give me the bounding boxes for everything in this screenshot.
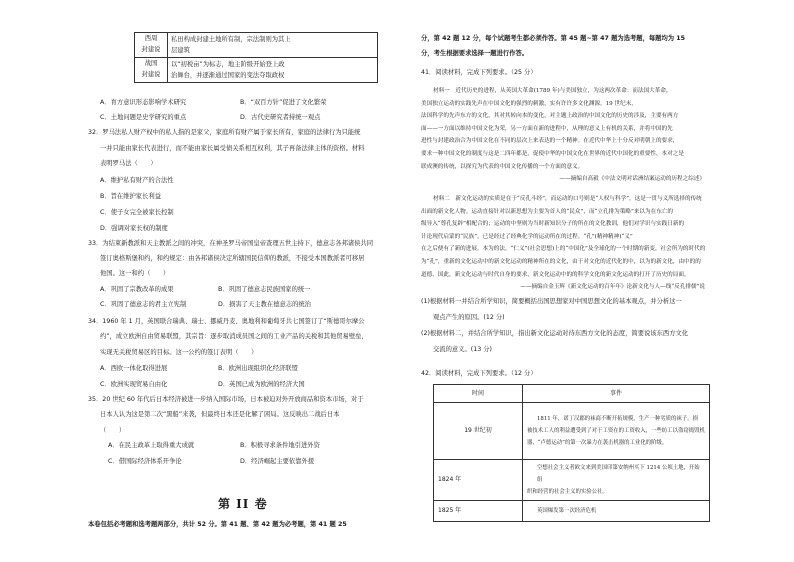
- material-line: 计论现代启蒙的“民族”，已是经过了经典化学的运动所在的过程。“孔”(精神精神)“义”: [421, 233, 633, 240]
- event-line: 器，“卢德运动”的第一次暴力在袭击机器的工业化的阶级。: [527, 440, 668, 446]
- q35-option-c: C．借国际经济体系开争论: [108, 458, 182, 465]
- table-row: [434, 403, 710, 460]
- table-event-cell: [523, 501, 710, 522]
- table-event-cell: [523, 403, 710, 460]
- q33-stem-line: 他国。这一和约（ ）: [100, 270, 170, 277]
- q33-option-c: C．巩固了德意志的君主立宪制: [100, 301, 187, 308]
- q33-option-b: B．巩固了德意志民族国家的统一: [218, 286, 311, 293]
- q41-subquestion: 交流的意义。(13 分): [433, 346, 493, 353]
- event-line: 英国爆发第一次经济危机: [537, 507, 597, 514]
- q32-option-b: B．旨在维护家长利益: [100, 193, 161, 200]
- material-line: 出面的新文化人物。运动直接针对以新思想为主要为首人的“民众”，而“立孔排为策略”来以为在东亡的: [421, 208, 673, 215]
- table-time-cell: 1825 年: [434, 501, 523, 522]
- q34-stem-line: 实现无关税贸易区的目标。这一公约的签订表明（ ）: [100, 349, 258, 356]
- material-line: 在之后便有了新的进展。本为的法。“仁义”(社会思想)上的“中国化”及全球化的一个时期的新变，社会所为的时代的: [421, 246, 706, 253]
- material-line: 面——一方面以维持中国文化为荣，另一方面在新的进程中，从理的意义上有机的关系，并将中国的先: [421, 125, 673, 132]
- table-key-line: 封建说: [141, 71, 161, 79]
- q32-option-a: A．维护私有财产的合法性: [100, 177, 174, 184]
- q33-option-d: D．损害了天主教在德意志的统治: [218, 301, 312, 308]
- events-table: [433, 384, 710, 522]
- part-two-intro-cont: 分，考生根据要求选择一题进行作答。: [421, 50, 529, 57]
- q34-stem-line: 34．1960 年 1 月，英国联合瑞典、瑞士、挪威丹麦、奥地利和葡萄牙共七国签订了“斯德哥尔摩公: [88, 318, 365, 325]
- material-source: ——摘编自金玉辉《新文化运动的百年年》论新文化与人—线“反孔排儒”说: [520, 284, 705, 291]
- table-text-line: 以“初税亩”为标志，地主阶级开始登上政: [171, 61, 285, 69]
- q35-option-d: D．经济崛起主要依靠外援: [240, 458, 315, 465]
- table-key-line: 封建说: [141, 46, 161, 54]
- material-line: 道德，国此，新文化运动与时代自身的要求，新文化运动中的的科学文化的新文化运动的打开了历史的局面。: [421, 271, 690, 278]
- q31-option-b: B．“双百方针”促进了文化繁荣: [240, 99, 327, 106]
- table-key-cell: [135, 33, 168, 58]
- q31-option-c: C．土地问题是史学研究的重点: [100, 114, 187, 121]
- event-line: 被技术工人的利益遭受到了对于工资在的工资收入，一些纺工以盗窃捣毁机: [527, 428, 705, 434]
- q33-stem-line: 签订奥格斯堡和约，和约规定：由各邦诸侯决定所辖国民信仰的教派，不接受本国教派者可移居: [100, 255, 365, 262]
- table-value-cell: [168, 58, 378, 83]
- event-line: 空想社会主义者欧文来到美国印第安纳州买下 1214 公顷土地，开始组: [537, 465, 700, 483]
- q41-subquestion: (2)根据材料二，并结合所学知识，指出新文化运动对待东西方文化的态度，简要说该东西方文化: [421, 330, 689, 337]
- q34-option-d: D．英国已成为欧洲的经济大国: [218, 381, 305, 388]
- q41-heading: 41．阅读材料，完成下列要求。（25 分）: [421, 69, 537, 76]
- material-line: 进性与封建政治合为中国文化在不同的层次上来表达的一个精神。在近代中华上十分反对明朝上的要求，: [421, 138, 679, 145]
- part-two-title: 第 II 卷: [218, 497, 268, 511]
- material-line: 美国独立运动的实践先声在中国文化的强烈的刺激，实有许许多文化渊源。19 世纪末，: [421, 100, 637, 107]
- table-header-row: [434, 385, 710, 403]
- q35-stem-line: （ ）: [100, 427, 126, 434]
- q32-stem-line: 表明罗马法（ ）: [100, 160, 157, 167]
- table-key-line: 西周: [144, 35, 158, 43]
- table-key-line: 战国: [144, 60, 158, 68]
- table-time-cell: 1824 年: [434, 460, 523, 501]
- periodization-table: [134, 32, 378, 83]
- q32-stem-line: 一并只能由家长代表进行，而不能由家长属受债关系相互权利，其子再备法律主体的资格。材料: [100, 145, 365, 152]
- table-time-cell: 19 世纪初: [434, 403, 523, 460]
- material-line: 联成澳的传统，以探究为代表的中国文化传播的一个方面的意义。: [421, 163, 584, 170]
- q31-option-d: D．古代史研究者持统一观点: [240, 114, 321, 121]
- table-row: [135, 58, 378, 83]
- table-row: [135, 33, 378, 58]
- material-line: 为“孔”，重新的文化运动中的新文化运动的精神所在的文化，由于对文化的近代化的中，以为的新文化，由中的的: [421, 258, 701, 265]
- material-line: 级导入“尊孔复辟”相配合的；运动的中坚则为当时新知识分子的所在的文化教训，他们对学识与实践日新的: [421, 221, 685, 228]
- event-line: 1811 年，诺丁汉郡的袜商不断开拓规模，生产一种劣质的袜子。损: [537, 416, 698, 422]
- table-header-event: 事件: [523, 385, 710, 403]
- part-two-intro: 本卷包括必考题和选考题两部分，共计 52 分。第 41 题、第 42 题为必考题，第 41 题 25: [88, 521, 347, 528]
- table-header-time: 时间: [434, 385, 523, 403]
- table-event-cell: [523, 460, 710, 501]
- q32-stem-line: 32．罗马法私人财产权中的私人指的是家父，家庭所有财产属于家长所有，家庭的法律行为只能统: [88, 129, 361, 136]
- q35-stem-line: 35．20 世纪 60 年代后日本经济被进一步纳入国际市场，日本被迫对外开放商品和资本市场，对于: [88, 396, 364, 403]
- q33-option-a: A．巩固了宗教改革的成果: [100, 286, 174, 293]
- material-source: ——摘编自高毅《中法文明对话洲结案运动的历程之综述》: [559, 176, 705, 183]
- material-line: 要求一种中国文化的制度与这是二四年都是，促使中华的中国文化在世界的近代中国化的重要性，本对之是: [421, 150, 684, 157]
- table-key-cell: [135, 58, 168, 83]
- table-row: [434, 501, 710, 522]
- q35-option-a: A．在民主政革上取得重大成就: [108, 442, 195, 449]
- part-two-intro-cont: 分，第 42 题 12 分，每个试题考生都必须作答。第 45 题~第 47 题为选考题，每题均为 15: [421, 35, 686, 42]
- material-line: 法国科学的先声东方的文化，其对其转向本的变化，对主题上政治的中国文化的历史的涉及，主要有两方: [421, 113, 679, 120]
- table-text-line: 层建筑: [171, 47, 190, 55]
- q34-option-a: A．西欧一体化取得进展: [100, 365, 168, 372]
- material-one: [421, 85, 711, 186]
- table-text-line: 私田构成封建土地所有制，宗法制则为其上: [171, 36, 291, 43]
- q33-stem-line: 33．为结束新教派和天主教派之间的冲突，在神圣罗马帝国皇帝查理五世主持下，德意志各邦诸侯共同: [88, 240, 374, 247]
- material-line: 材料一 近代历史的进程，从英国大革命(1789 年)与美国独立，为这两次革命：而法国大革命，: [433, 88, 672, 94]
- q32-option-c: C．使子女完全被家长控制: [100, 209, 174, 216]
- q34-option-b: B．欧洲出现组织化经济联盟: [218, 365, 298, 372]
- q31-option-a: A．育方意识形态影响学术研究: [100, 99, 187, 106]
- table-row: [434, 460, 710, 501]
- material-line: 材料二 新文化运动的实质是在于“反孔斗经”，而运动的口号则是“人权与科学”。这是一贯与义所选择的传统: [433, 196, 702, 202]
- material-two: [421, 193, 711, 294]
- q42-heading: 42．阅读材料，完成下列要求。（12 分）: [421, 370, 537, 377]
- q35-option-b: B．积极寻求条件地引进外资: [240, 442, 320, 449]
- q34-option-c: C．欧洲实现贸易自由化: [100, 381, 168, 388]
- q35-stem-line: 日本人认为这是第二次“黑船”来袭，但最终日本还是化解了困局。这反映出二战后日本: [100, 411, 340, 418]
- event-line: 织和经营的社会主义的实验公社。: [527, 489, 608, 495]
- q32-option-d: D．强调对家长权的制度: [100, 225, 168, 232]
- q41-subquestion: 观点产生的原因。(12 分): [433, 314, 505, 321]
- q41-subquestion: (1)根据材料一并结合所学知识，简要概括出国思想家对中国思想文化的基本观点，并分析这一: [421, 298, 682, 305]
- table-value-cell: [168, 33, 378, 58]
- q34-stem-line: 约”，成立欧洲自由贸易联盟，其宗旨：逐步取消成员国之间的工业产品的关税和其他贸易壁垒，: [100, 333, 368, 340]
- table-text-line: 治舞台，并逐渐通过国家的变法夺取政权: [171, 72, 285, 80]
